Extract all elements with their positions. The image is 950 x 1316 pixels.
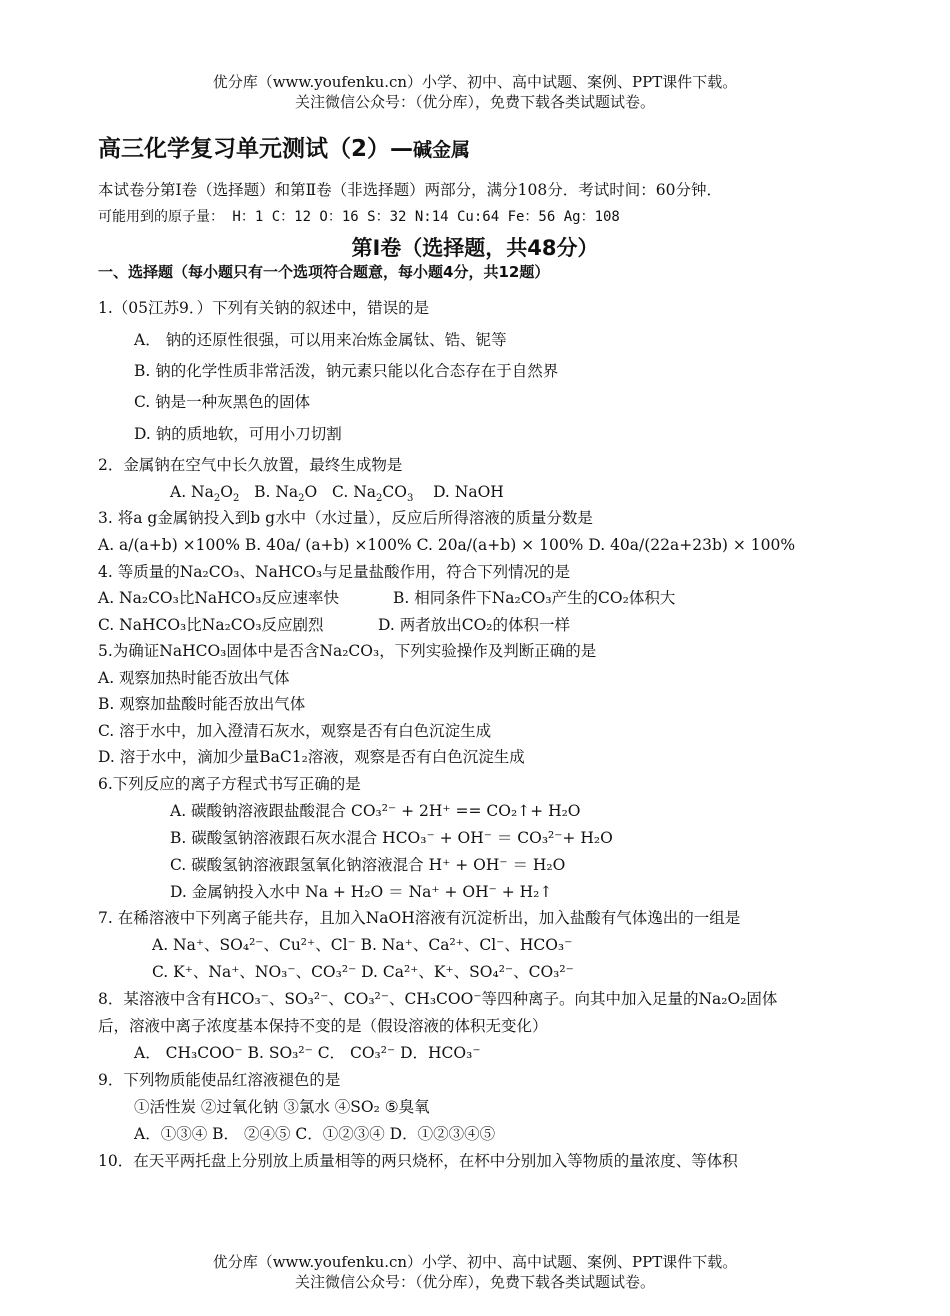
question-6-option-c: C. 碳酸氢钠溶液跟氢氧化钠溶液混合 H⁺ + OH⁻ ＝ H₂O: [170, 856, 566, 874]
question-4-option-b: B. 相同条件下Na₂CO₃产生的CO₂体积大: [393, 589, 676, 607]
intro-line-2: 可能用到的原子量： H：1 C：12 O：16 S：32 N:14 Cu:64 Fe：56 Ag：108: [98, 209, 620, 225]
question-7-options-ab: A. Na⁺、SO₄²⁻、Cu²⁺、Cl⁻ B. Na⁺、Ca²⁺、Cl⁻、HCO₃⁻: [152, 936, 573, 954]
part-one-title: 第Ⅰ卷（选择题，共48分）: [351, 236, 599, 260]
question-2-stem: 2．金属钠在空气中长久放置，最终生成物是: [98, 456, 403, 474]
question-5-stem: 5.为确证NaHCO₃固体中是否含Na₂CO₃，下列实验操作及判断正确的是: [98, 642, 597, 660]
question-3-options: A. a/(a+b) ×100% B. 40a/ (a+b) ×100% C. 20a/(a+b) × 100% D. 40a/(22a+23b) × 100%: [98, 536, 796, 554]
intro-line-1: 本试卷分第Ⅰ卷（选择题）和第Ⅱ卷（非选择题）两部分，满分108分．考试时间：60分钟．: [98, 181, 722, 199]
question-8-options: A． CH₃COO⁻ B. SO₃²⁻ C． CO₃²⁻ D．HCO₃⁻: [134, 1044, 481, 1062]
page-title: [98, 130, 470, 163]
question-9-items: ①活性炭 ②过氧化钠 ③氯水 ④SO₂ ⑤臭氧: [134, 1098, 430, 1116]
question-4-stem: 4. 等质量的Na₂CO₃、NaHCO₃与足量盐酸作用，符合下列情况的是: [98, 563, 571, 581]
question-5-option-b: B. 观察加盐酸时能否放出气体: [98, 695, 306, 713]
question-6-stem: 6.下列反应的离子方程式书写正确的是: [98, 775, 361, 793]
question-8-stem-2: 后，溶液中离子浓度基本保持不变的是（假设溶液的体积无变化）: [98, 1017, 548, 1035]
question-6-option-a: A. 碳酸钠溶液跟盐酸混合 CO₃²⁻ + 2H⁺ == CO₂↑+ H₂O: [170, 802, 581, 820]
question-5-option-c: C. 溶于水中，加入澄清石灰水，观察是否有白色沉淀生成: [98, 722, 492, 740]
question-6-option-d: D. 金属钠投入水中 Na + H₂O ＝ Na⁺ + OH⁻ + H₂↑: [170, 883, 553, 901]
question-5-option-a: A. 观察加热时能否放出气体: [98, 669, 290, 687]
question-4-option-c: C. NaHCO₃比Na₂CO₃反应剧烈: [98, 616, 324, 634]
question-1-option-a: A． 钠的还原性很强，可以用来冶炼金属钛、锆、铌等: [134, 331, 507, 349]
question-7-options-cd: C. K⁺、Na⁺、NO₃⁻、CO₃²⁻ D. Ca²⁺、K⁺、SO₄²⁻、CO₃²⁻: [152, 963, 574, 981]
page-footer: [0, 1252, 950, 1292]
title-main: 高三化学复习单元测试（2）—: [98, 136, 414, 162]
question-4-option-d: D. 两者放出CO₂的体积一样: [378, 616, 571, 634]
question-5-option-d: D. 溶于水中，滴加少量BaC1₂溶液，观察是否有白色沉淀生成: [98, 748, 525, 766]
question-3-stem: 3. 将a g金属钠投入到b g水中（水过量），反应后所得溶液的质量分数是: [98, 509, 593, 527]
question-9-stem: 9．下列物质能使品红溶液褪色的是: [98, 1071, 341, 1089]
question-4-option-a: A. Na₂CO₃比NaHCO₃反应速率快: [98, 589, 339, 607]
header-line-2: 关注微信公众号：（优分库），免费下载各类试题试卷。: [294, 93, 655, 111]
title-suffix: 碱金属: [413, 139, 471, 161]
question-7-stem: 7. 在稀溶液中下列离子能共存，且加入NaOH溶液有沉淀析出，加入盐酸有气体逸出的一组是: [98, 909, 741, 927]
section-one-heading: 一、选择题（每小题只有一个选项符合题意，每小题4分，共12题）: [98, 263, 550, 281]
header-line-1: 优分库（www.youfenku.cn）小学、初中、高中试题、案例、PPT课件下载。: [212, 73, 738, 91]
question-1-option-b: B. 钠的化学性质非常活泼，钠元素只能以化合态存在于自然界: [134, 362, 559, 380]
question-6-option-b: B. 碳酸氢钠溶液跟石灰水混合 HCO₃⁻ + OH⁻ ＝ CO₃²⁻+ H₂O: [170, 829, 613, 847]
question-8-stem-1: 8．某溶液中含有HCO₃⁻、SO₃²⁻、CO₃²⁻、CH₃COO⁻等四种离子。向其中加入足量的Na₂O₂固体: [98, 990, 778, 1008]
footer-line-1: 优分库（www.youfenku.cn）小学、初中、高中试题、案例、PPT课件下载。: [212, 1253, 738, 1271]
question-2-options: A. $Na_2O_2$ B. $Na_2O$ C. $Na_2CO_3$ D. NaOH: [170, 483, 504, 505]
question-1-stem: 1.（05江苏9．）下列有关钠的叙述中，错误的是: [98, 299, 430, 317]
footer-line-2: 关注微信公众号：（优分库），免费下载各类试题试卷。: [294, 1273, 655, 1291]
question-9-options: A．①③④ B． ②④⑤ C．①②③④ D．①②③④⑤: [134, 1125, 496, 1143]
question-1-option-d: D. 钠的质地软，可用小刀切割: [134, 425, 342, 443]
page-header: [0, 72, 950, 112]
question-1-option-c: C. 钠是一种灰黑色的固体: [134, 393, 311, 411]
question-10-stem: 10．在天平两托盘上分别放上质量相等的两只烧杯，在杯中分别加入等物质的量浓度、等体积: [98, 1152, 738, 1170]
